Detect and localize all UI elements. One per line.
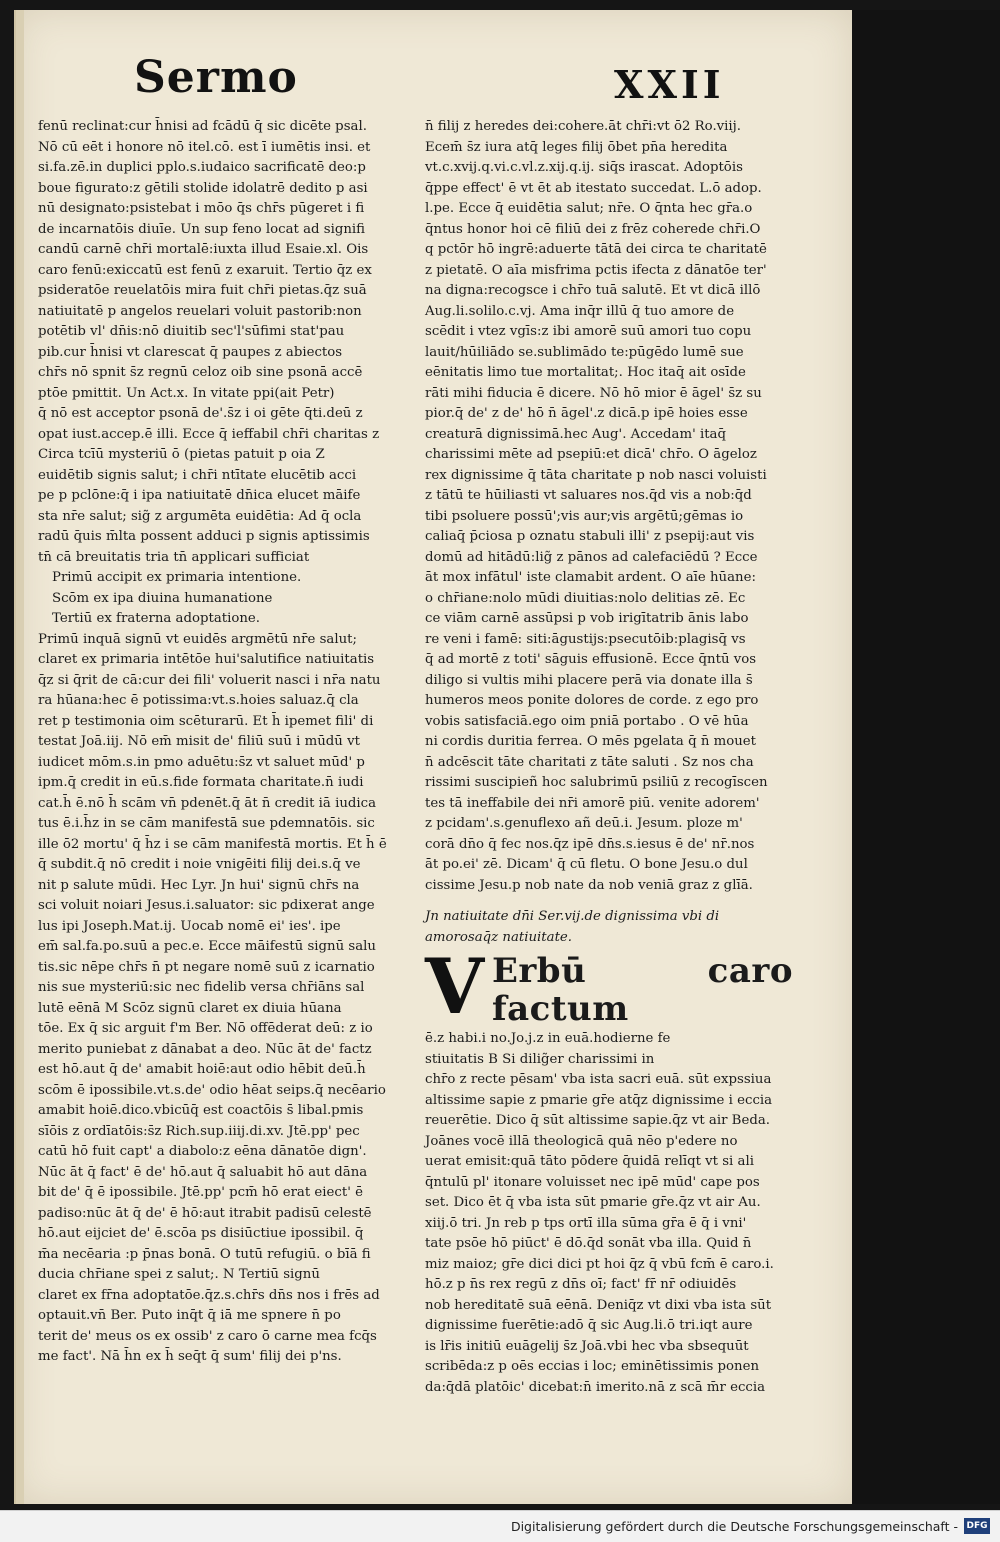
- incipit-text: [425, 1030, 793, 1396]
- text-line: dignissime fuerētie:adō q̄ sic Aug.li.ō tri.iqt aure: [425, 1318, 753, 1333]
- text-line: tes tā ineffabile dei nr̄i amorē piū. venite adorem': [425, 795, 760, 811]
- text-line: claret ex fr̄na adoptatōe.q̄z.s.chr̄s dn̄s nos i frēs ad: [38, 1287, 380, 1303]
- text-line: stiuitatis B Si dilig̃er charissimi in: [425, 1051, 655, 1067]
- text-line: n̄ adcēscit tāte charitati z tāte saluti . Sz nos cha: [425, 754, 754, 770]
- text-line: ni cordis duritia ferrea. O mēs pgelata q̄ n̄ mouet: [425, 734, 757, 749]
- folio-number: XXII: [614, 62, 725, 107]
- text-line: na digna:recogsce i chr̄o tuā salutē. Et vt dicā illō: [425, 283, 761, 298]
- text-line: vt.c.xvij.q.vi.c.vl.z.xij.q.ij. siq̄s irascat. Adoptōis: [425, 160, 743, 175]
- text-line: amabit hoiē.dico.vbicūq̄ est coactōis s̄ libal.pmis: [38, 1103, 364, 1118]
- text-line: pib.cur h̄nisi vt clarescat q̄ paupes z abiectos: [38, 344, 343, 360]
- text-line: tibi psoluere possū';vis aur;vis argētū;gēmas io: [425, 508, 744, 524]
- funding-notice: Digitalisierung gefördert durch die Deutsche Forschungsgemeinschaft -: [510, 1519, 958, 1534]
- text-line: amorosaq̄z natiuitate.: [425, 929, 573, 945]
- text-line: corā dn̄o q̄ fec nos.q̄z ipē dn̄s.s.iesus ē de' nr̄.nos: [425, 836, 755, 852]
- footer-bar: [0, 1510, 1000, 1542]
- text-line: scribēda:z p oēs eccias i loc; eminētissimis ponen: [425, 1359, 760, 1374]
- text-line: caliaq̄ p̄ciosa p oznatu stabuli illi' z psepij:aut vis: [425, 529, 755, 544]
- text-line: opat iust.accep.ē illi. Ecce q̄ ieffabil chr̄i charitas z: [38, 426, 380, 442]
- text-line: terit de' meus os ex ossib' z caro ō carne mea fcq̄s: [38, 1328, 377, 1344]
- sermon-incipit: [425, 942, 793, 1396]
- text-line: tus ē.i.h̄z in se cām manifestā sue pdemnatōis. sic: [38, 816, 375, 831]
- text-line: me fact'. Nā h̄n ex h̄ seq̄t q̄ sum' filij dei p'ns.: [38, 1349, 342, 1364]
- text-line: Nūc āt q̄ fact' ē de' hō.aut q̄ saluabit hō aut dāna: [38, 1164, 368, 1180]
- text-line: q̄ntus honor hoi cē filiū dei z frēz coherede chr̄i.O: [425, 221, 761, 237]
- text-line: euidētib signis salut; i chr̄i ntītate elucētib acci: [38, 467, 357, 483]
- text-line: optauit.vn̄ Ber. Puto inq̄t q̄ iā me spnere n̄ po: [38, 1308, 341, 1323]
- text-line: em̄ sal.fa.po.suū a pec.e. Ecce māifestū signū salu: [38, 939, 376, 954]
- text-line: hō.aut eijciet de' ē.scōa ps disiūctiue ipossibil. q̄: [38, 1226, 364, 1241]
- incipit-title: Erbū caro factum: [491, 951, 793, 1029]
- text-line: z pcidam'.s.genuflexo añ deū.i. Jesum. ploze m': [425, 816, 743, 831]
- text-line: hō.z p n̄s rex regū z dn̄s oī; fact' fr̄ nr̄ odiuidēs: [425, 1277, 737, 1292]
- text-line: humeros meos ponite dolores de corde. z ego pro: [425, 693, 759, 708]
- text-line: nob hereditatē suā eēnā. Deniq̄z vt dixi vba ista sūt: [425, 1297, 772, 1313]
- text-line: ce viām carnē assūpsi p vob irigītatrib ānis labo: [425, 611, 749, 626]
- text-line: tōe. Ex q̄ sic arguit f'm Ber. Nō offēderat deū: z io: [38, 1021, 373, 1036]
- text-line: Aug.li.solilo.c.vj. Ama inq̄r illū q̄ tuo amore de: [425, 303, 735, 319]
- text-line: catū hō fuit capt' a diabolo:z eēna dānatōe dign'.: [38, 1144, 367, 1159]
- text-line: scōm ē ipossibile.vt.s.de' odio hēat seips.q̄ necēario: [38, 1082, 386, 1098]
- text-line: is lr̄is initiū euāgelij s̄z Joā.vbi hec vba sbsequūt: [425, 1338, 749, 1354]
- text-line: fenū reclinat:cur h̄nisi ad fcādū q̄ sic dicēte psal.: [38, 119, 367, 134]
- scan-dark-margin: [850, 10, 1000, 1504]
- text-line: re veni i famē: siti:āgustijs:psecutōib:plagisq̄ vs: [425, 631, 746, 647]
- text-line: ducia chr̄iane spei z salut;. N Tertiū signū: [38, 1267, 320, 1282]
- text-line: q̄ nō est acceptor psonā de'.s̄z i oi gēte q̄ti.deū z: [38, 406, 363, 421]
- text-line: diligo si vultis mihi placere perā via donate illa s̄: [425, 672, 753, 688]
- text-line: vobis satisfaciā.ego oim pniā portabo . O vē hūa: [425, 713, 749, 729]
- text-line: ē.z habi.i no.Jo.j.z in euā.hodierne fe: [425, 1031, 671, 1046]
- text-line: pior.q̄ de' z de' hō n̄ āgel'.z dicā.p ipē hoies esse: [425, 406, 748, 421]
- text-line: da:q̄dā platōic' dicebat:n̄ imerito.nā z scā m̄r eccia: [425, 1379, 766, 1395]
- text-line: lutē eēnā M Scōz signū claret ex diuia hūana: [38, 1000, 342, 1016]
- text-line: reuerētie. Dico q̄ sūt altissime sapie.q̄z vt air Beda.: [425, 1113, 770, 1128]
- text-line: rāti mihi fiducia ē dicere. Nō hō mior ē āgel' s̄z su: [425, 385, 762, 401]
- right-text-column: [425, 118, 793, 1399]
- text-line: caro fenū:exiccatū est fenū z exaruit. Tertio q̄z ex: [38, 262, 372, 278]
- text-line: candū carnē chr̄i mortalē:iuxta illud Esaie.xl. Ois: [38, 242, 369, 257]
- text-line: Circa tcīū mysteriū ō (pietas patuit p oia Z: [38, 447, 325, 462]
- text-line: rissimi suscipieñ hoc salubrimū psiliū z recogīscen: [425, 775, 768, 790]
- text-line: ra hūana:hec ē potissima:vt.s.hoies saluaz.q̄ cla: [38, 693, 359, 708]
- text-line: set. Dico ēt q̄ vba ista sūt pmarie gr̄e.q̄z vt air Au.: [425, 1195, 761, 1210]
- text-line: cat.h̄ ē.nō h̄ scām vn̄ pdenēt.q̄ āt n̄ credit iā iudica: [38, 795, 377, 811]
- text-line: o chr̄iane:nolo mūdi diuitias:nolo delitias zē. Ec: [425, 590, 746, 606]
- text-line: sci voluit noiari Jesus.i.saluator: sic pdixerat ange: [38, 898, 375, 913]
- text-line: Jn natiuitate dn̄i Ser.vij.de dignissima vbi di: [425, 909, 720, 924]
- text-line: miz maioz; gr̄e dici dici pt hoi q̄z q̄ vbū fcm̄ ē caro.i.: [425, 1256, 774, 1272]
- text-line: q̄ ad mortē z toti' sāguis effusionē. Ecce q̄ntū vos: [425, 652, 757, 667]
- text-line: tate psōe hō piūct' ē dō.q̄d sonāt vba illa. Quid n̄: [425, 1236, 752, 1251]
- text-line: q̄ subdit.q̄ nō credit i noie vnigēiti filij dei.s.q̄ ve: [38, 857, 361, 872]
- running-head-left: Sermo: [134, 52, 298, 103]
- text-line: nit p salute mūdi. Hec Lyr. Jn hui' signū chr̄s na: [38, 877, 360, 893]
- text-line: āt po.ei' zē. Dicam' q̄ cū fletu. O bone Jesu.o dul: [425, 857, 748, 872]
- text-line: Nō cū eēt i honore nō itel.cō. est ī iumētis insi. et: [38, 139, 371, 155]
- decorated-initial: V: [425, 942, 484, 1031]
- text-line: lauit/hūiliādo se.sublimādo te:pūgēdo lumē sue: [425, 344, 744, 360]
- text-line: sīōis z ordīatōis:s̄z Rich.sup.iiij.di.xv. Jtē.pp' pec: [38, 1123, 360, 1139]
- text-line: ipm.q̄ credit in eū.s.fide formata charitate.n̄ iudi: [38, 775, 364, 790]
- text-line: Ecem̄ s̄z iura atq̄ leges filij ōbet pn̄a heredita: [425, 139, 728, 155]
- text-line: z tātū te hūiliasti vt saluares nos.q̄d vis a nob:q̄d: [425, 488, 752, 503]
- left-text-column: [38, 118, 410, 1369]
- text-line: claret ex primaria intētōe hui'salutifice natiuitatis: [38, 652, 375, 667]
- text-line: psideratōe reuelatōis mira fuit chr̄i pietas.q̄z suā: [38, 283, 367, 298]
- text-line: Scōm ex ipa diuina humanatione: [52, 590, 273, 606]
- text-line: q̄z si q̄rit de cā:cur dei fili' voluerit nasci i nr̄a natu: [38, 672, 381, 688]
- text-line: Primū inquā signū vt euidēs argmētū nr̄e salut;: [38, 631, 357, 647]
- text-line: radū q̄uis m̄lta possent adduci p signis aptissimis: [38, 529, 370, 544]
- text-line: de incarnatōis diuīe. Un sup feno locat ad signifi: [38, 221, 366, 237]
- text-line: chr̄s nō spnit s̄z regnū celoz oib sine psonā accē: [38, 365, 363, 380]
- text-line: merito puniebat z dānabat a deo. Nūc āt de' factz: [38, 1041, 372, 1057]
- page-gutter-edge: [16, 10, 24, 1504]
- text-line: creaturā dignissimā.hec Aug'. Accedam' itaq̄: [425, 426, 726, 442]
- text-line: tis.sic nēpe chr̄s n̄ pt negare nomē suū z icarnatio: [38, 959, 375, 975]
- text-line: boue figurato:z gētili stolide idolatrē dedito p asi: [38, 180, 368, 196]
- text-line: cissime Jesu.p nob nate da nob veniā graz z glīā.: [425, 877, 753, 893]
- text-line: n̄ filij z heredes dei:cohere.āt chr̄i:vt ō2 Ro.viij.: [425, 119, 742, 134]
- text-line: nis sue mysteriū:sic nec fidelib versa chr̄iāns sal: [38, 980, 365, 995]
- text-line: bit de' q̄ ē ipossibile. Jtē.pp' pcm̄ hō erat eiect' ē: [38, 1185, 363, 1200]
- text-line: tn̄ cā breuitatis tria tn̄ applicari sufficiat: [38, 549, 310, 565]
- text-line: l.pe. Ecce q̄ euidētia salut; nr̄e. O q̄nta hec gr̄a.o: [425, 201, 753, 216]
- text-line: nū designato:psistebat i mōo q̄s chr̄s pūgeret i fi: [38, 201, 365, 216]
- text-line: testat Joā.iij. Nō em̄ misit de' filiū suū i mūdū vt: [38, 734, 360, 749]
- text-line: potētib vl' dn̄is:nō diuitib sec'l'sūfimi stat'pau: [38, 324, 345, 339]
- sermon-rubric: [425, 908, 793, 946]
- text-line: ille ō2 mortu' q̄ h̄z i se cām manifestā mortis. Et h̄ ē: [38, 836, 387, 852]
- text-line: ptōe pmittit. Un Act.x. In vitate ppi(ait Petr): [38, 385, 335, 401]
- text-line: Joānes vocē illā theologicā quā nēo p'edere no: [425, 1133, 738, 1149]
- text-line: sta nr̄e salut; sig̃ z argumēta euidētia: Ad q̄ ocla: [38, 508, 362, 524]
- right-column-main-text: [425, 118, 793, 894]
- text-line: est hō.aut q̄ de' amabit hoiē:aut odio hēbit deū.h̄: [38, 1062, 366, 1077]
- text-line: pe p pclōne:q̄ i ipa natiuitatē dn̄ica elucet māife: [38, 488, 361, 503]
- text-line: si.fa.zē.in duplici pplo.s.iudaico sacrificatē deo:p: [38, 160, 366, 175]
- dfg-logo: DFG: [964, 1518, 990, 1534]
- text-line: padiso:nūc āt q̄ de' ē hō:aut itrabit padisū celestē: [38, 1205, 372, 1221]
- text-line: q̄ntulū pl' itonare voluisset nec ipē mūd' cape pos: [425, 1174, 760, 1190]
- text-line: m̄a necēaria :p p̄nas bonā. O tutū refugiū. o bīā fi: [38, 1246, 371, 1262]
- text-line: q pctōr hō ingrē:aduerte tātā dei circa te charitatē: [425, 242, 767, 257]
- text-line: rex dignissime q̄ tāta charitate p nob nasci voluisti: [425, 467, 767, 483]
- text-line: ret p testimonia oim scēturarū. Et h̄ ipemet fili' di: [38, 713, 374, 729]
- text-line: domū ad hitādū:lig̃ z pānos ad calefaciēdū ? Ecce: [425, 549, 758, 565]
- text-line: Primū accipit ex primaria intentione.: [52, 570, 302, 585]
- text-line: chr̄o z recte pēsam' vba ista sacri euā. sūt expssiua: [425, 1072, 772, 1087]
- text-line: altissime sapie z pmarie gr̄e atq̄z dignissime i eccia: [425, 1092, 773, 1108]
- text-line: lus ipi Joseph.Mat.ij. Uocab nomē ei' ies'. ipe: [38, 918, 341, 934]
- text-line: eēnitatis limo tue mortalitat;. Hoc itaq̄ ait osīde: [425, 365, 746, 380]
- text-line: xiij.ō tri. Jn reb p tps ortī illa sūma gr̄a ē q̄ i vni': [425, 1215, 747, 1231]
- text-line: uerat emisit:quā tāto pōdere q̄uidā relīqt vt si ali: [425, 1154, 754, 1169]
- text-line: iudicet mōm.s.in pmo aduētu:s̄z vt saluet mūd' p: [38, 754, 365, 770]
- text-line: z pietatē. O aīa misfrima pctis ifecta z dānatōe ter': [425, 262, 767, 278]
- text-line: scēdit i vtez vgīs:z ibi amorē suū amori tuo copu: [425, 324, 752, 339]
- text-line: natiuitatē p angelos reuelari voluit pastorib:non: [38, 303, 362, 319]
- text-line: q̄ppe effect' ē vt ēt ab itestato succedat. L.ō adop.: [425, 180, 762, 196]
- text-line: āt mox infātul' iste clamabit ardent. O aīe hūane:: [425, 570, 756, 585]
- text-line: Tertiū ex fraterna adoptatione.: [52, 611, 261, 626]
- text-line: charissimi mēte ad psepiū:et dicā' chr̄o. O āgeloz: [425, 447, 757, 462]
